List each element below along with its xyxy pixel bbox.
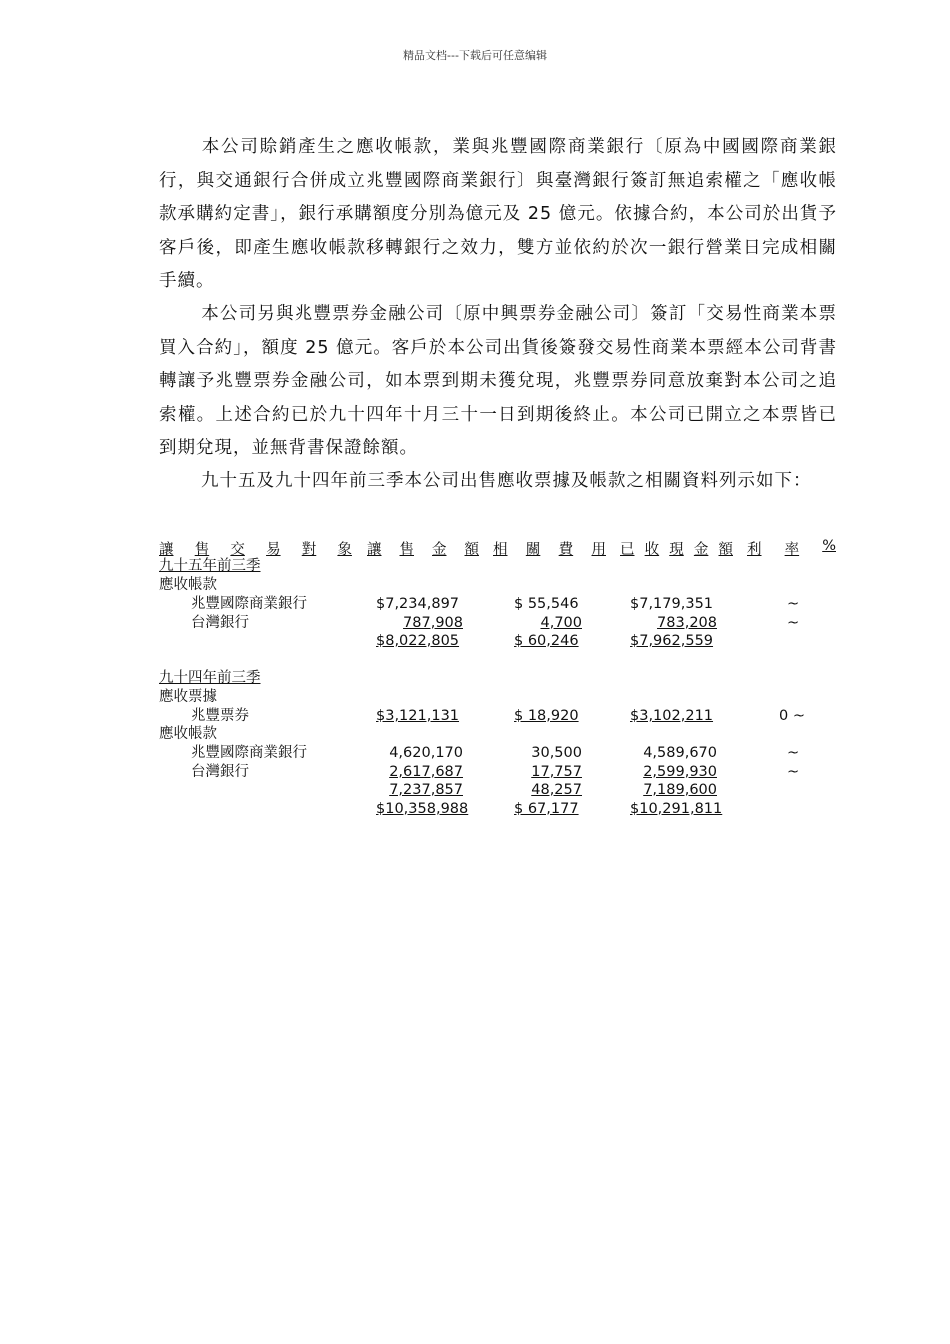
subtotal-amount: 7,237,857 xyxy=(389,782,463,798)
header-counterparty: 讓 售 交 易 對 象 xyxy=(159,542,352,558)
category-receivables: 應收帳款 xyxy=(159,577,217,593)
row-cash: 2,599,930 xyxy=(643,764,717,780)
total-amount: $10,358,988 xyxy=(376,801,469,817)
row-amount: $3,121,131 xyxy=(376,708,460,724)
category-notes: 應收票據 xyxy=(159,689,217,705)
paragraph-1: 本公司賒銷產生之應收帳款，業與兆豐國際商業銀行〔原為中國國際商業銀行，與交通銀行合併成立兆豐國際商業銀行〕與臺灣銀行簽訂無追索權之「應收帳款承購約定書」，銀行承購額度分別為億元及 25 億元。依據合約，本公司於出貨予客戶後，即產生應收帳款移轉銀行之效力，雙方並依約於次一銀行營業日完成相關手續。 xyxy=(159,137,837,292)
row-name: 台灣銀行 xyxy=(191,615,249,631)
row-name: 兆豐國際商業銀行 xyxy=(191,745,307,761)
row-rate: ~ xyxy=(787,745,800,761)
paragraph-2: 本公司另與兆豐票券金融公司〔原中興票券金融公司〕簽訂「交易性商業本票買入合約」，額度 25 億元。客戶於本公司出貨後簽發交易性商業本票經本公司背書轉讓予兆豐票券金融公司，如本票到期未獲兌現，兆豐票券同意放棄對本公司之追索權。上述合約已於九十四年十月三十一日到期後終止。本公司已開立之本票皆已到期兌現，並無背書保證餘額。 xyxy=(159,304,837,459)
row-cash: $3,102,211 xyxy=(630,708,714,724)
section-title-95: 九十五年前三季 xyxy=(159,558,261,574)
row-amount: $7,234,897 xyxy=(376,596,460,612)
total-cash: $10,291,811 xyxy=(630,801,723,817)
row-amount: 2,617,687 xyxy=(389,764,463,780)
section-title-94: 九十四年前三季 xyxy=(159,670,261,686)
total-fee: $ 67,177 xyxy=(514,801,579,817)
total-cash: $7,962,559 xyxy=(630,633,714,649)
header-fee: 相 關 費 用 xyxy=(493,542,606,558)
subtotal-cash: 7,189,600 xyxy=(643,782,717,798)
row-cash: 4,589,670 xyxy=(643,745,717,761)
row-fee: 4,700 xyxy=(540,615,582,631)
header-amount: 讓 售 金 額 xyxy=(367,542,479,558)
total-amount: $8,022,805 xyxy=(376,633,460,649)
row-rate: ~ xyxy=(787,764,800,780)
page-header: 精品文档---下载后可任意编辑 xyxy=(403,49,547,62)
total-fee: $ 60,246 xyxy=(514,633,579,649)
row-name: 兆豐國際商業銀行 xyxy=(191,596,307,612)
row-amount: 4,620,170 xyxy=(389,745,463,761)
row-fee: 17,757 xyxy=(531,764,582,780)
header-rate: 利 率 % xyxy=(747,538,836,558)
row-cash: 783,208 xyxy=(657,615,717,631)
row-rate: ~ xyxy=(787,596,800,612)
row-name: 台灣銀行 xyxy=(191,764,249,780)
row-amount: 787,908 xyxy=(403,615,463,631)
subtotal-fee: 48,257 xyxy=(531,782,582,798)
row-fee: $ 18,920 xyxy=(514,708,579,724)
header-cash: 已 收 現 金 額 xyxy=(620,542,733,558)
category-receivables: 應收帳款 xyxy=(159,726,217,742)
row-fee: 30,500 xyxy=(531,745,582,761)
row-rate: 0 ~ xyxy=(779,708,805,724)
row-name: 兆豐票券 xyxy=(191,708,249,724)
row-rate: ~ xyxy=(787,615,800,631)
paragraph-3: 九十五及九十四年前三季本公司出售應收票據及帳款之相關資料列示如下： xyxy=(201,471,812,491)
row-fee: $ 55,546 xyxy=(514,596,579,612)
row-cash: $7,179,351 xyxy=(630,596,714,612)
